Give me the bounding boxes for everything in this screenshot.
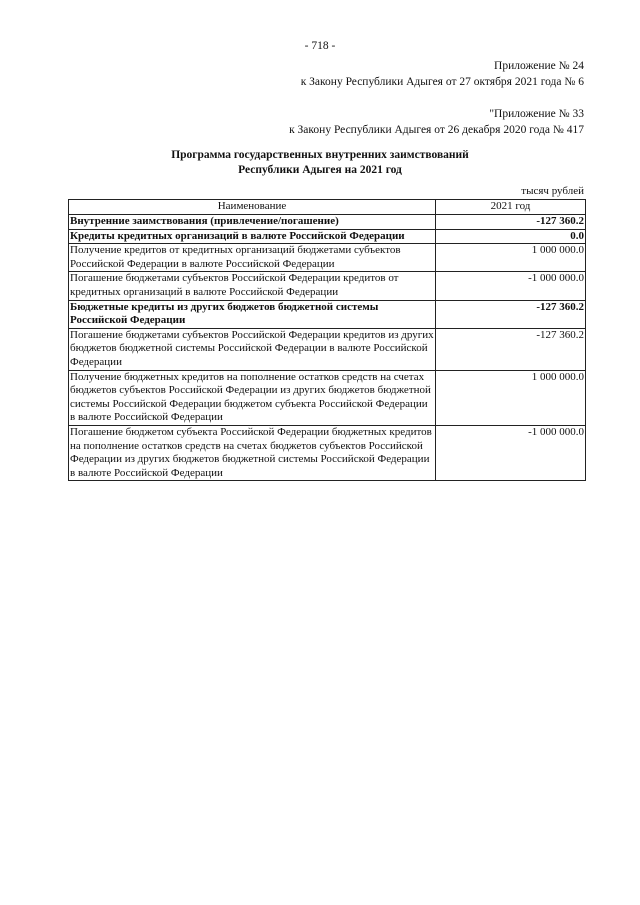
row-value: -127 360.2	[436, 300, 586, 328]
row-value: -127 360.2	[436, 328, 586, 370]
appendix-reference-current	[301, 58, 584, 90]
appendix-reference-previous	[289, 106, 584, 138]
row-value: 0.0	[436, 229, 586, 244]
appendix-law-reference: к Закону Республики Адыгея от 27 октября 2021 года № 6	[300, 76, 584, 88]
header-name: Наименование	[69, 200, 436, 215]
row-value: 1 000 000.0	[436, 370, 586, 425]
row-name: Погашение бюджетами субъектов Российской Федерации кредитов из других бюджетов бюджетной системы Российской Федерации в валюте Российской Федерации	[69, 328, 436, 370]
title-line-2: Республики Адыгея на 2021 год	[238, 164, 402, 176]
table-row	[69, 244, 586, 272]
page-number: - 718 -	[304, 40, 336, 52]
row-name: Бюджетные кредиты из других бюджетов бюджетной системы Российской Федерации	[69, 300, 436, 328]
row-value: -1 000 000.0	[436, 272, 586, 300]
table-header-row	[69, 200, 586, 215]
row-value: -1 000 000.0	[436, 425, 586, 480]
appendix-law-reference: к Закону Республики Адыгея от 26 декабря 2020 года № 417	[289, 124, 584, 136]
table-row	[69, 272, 586, 300]
appendix-number: Приложение № 24	[494, 60, 584, 72]
units-label: тысяч рублей	[521, 185, 584, 197]
row-name: Внутренние заимствования (привлечение/погашение)	[69, 215, 436, 230]
table-row	[69, 370, 586, 425]
borrowing-program-table	[68, 199, 586, 481]
row-name: Погашение бюджетом субъекта Российской Федерации бюджетных кредитов на пополнение остатков средств на счетах бюджетов субъектов Российской Федерации из других бюджетов бюджетной системы Российской Федерации в валюте Российской Федерации	[69, 425, 436, 480]
row-name: Получение бюджетных кредитов на пополнение остатков средств на счетах бюджетов субъектов Российской Федерации из других бюджетов бюджетной системы Российской Федерации бюджетом субъекта Российской Федерации в валюте Российской Федерации	[69, 370, 436, 425]
table-row	[69, 425, 586, 480]
appendix-number: "Приложение № 33	[489, 108, 584, 120]
title-line-1: Программа государственных внутренних заимствований	[171, 149, 469, 161]
document-title	[0, 148, 640, 178]
row-value: 1 000 000.0	[436, 244, 586, 272]
row-value: -127 360.2	[436, 215, 586, 230]
row-name: Погашение бюджетами субъектов Российской Федерации кредитов от кредитных организаций в валюте Российской Федерации	[69, 272, 436, 300]
table-row	[69, 215, 586, 230]
row-name: Кредиты кредитных организаций в валюте Российской Федерации	[69, 229, 436, 244]
row-name: Получение кредитов от кредитных организаций бюджетами субъектов Российской Федерации в валюте Российской Федерации	[69, 244, 436, 272]
table-row	[69, 328, 586, 370]
table-row	[69, 229, 586, 244]
table-row	[69, 300, 586, 328]
header-year: 2021 год	[436, 200, 586, 215]
